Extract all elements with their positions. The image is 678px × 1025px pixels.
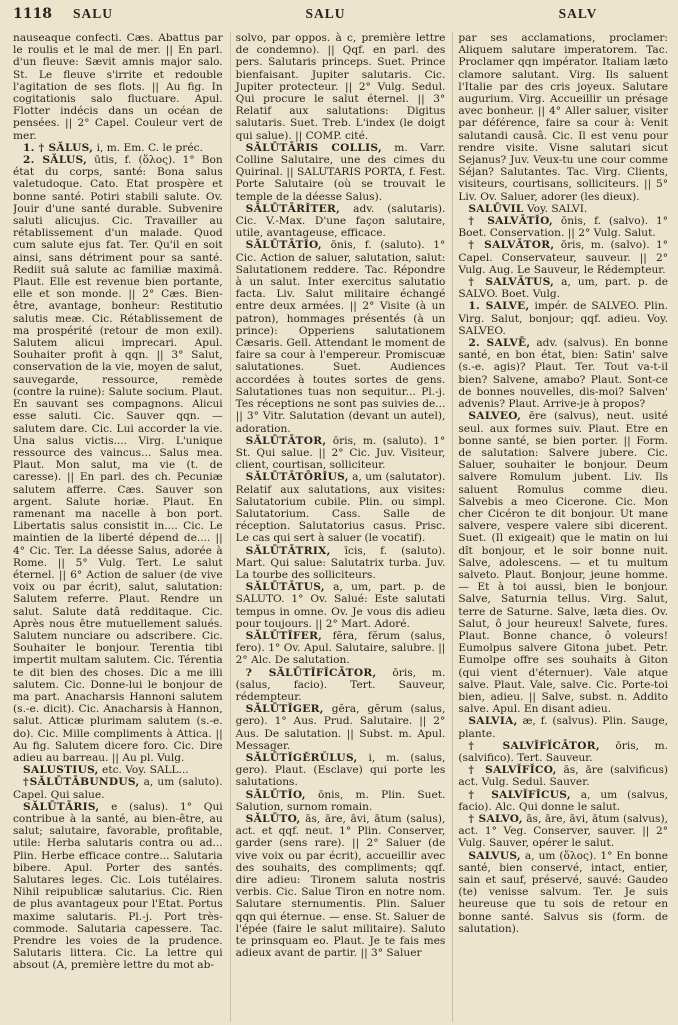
entry-definition: a, um (ὅλος). 1° En bonne santé, bien conservé, intact, entier, sain et sauf, préservé, sauvé: Gaudeo (te) venisse salvum. Ter. Je suis heureuse que tu sois de retour en bonne santé. Salvus sis (form. de salutation). bbox=[458, 849, 668, 935]
entry-headword: SALVIA, bbox=[468, 715, 518, 728]
entry-definition: ōris, m. (salus, facio). Tert. Sauveur, rédempteur. bbox=[235, 666, 446, 703]
entry-headword: SALVEO, bbox=[468, 410, 522, 423]
entry-headword: SĂLŪTĬO, bbox=[245, 788, 306, 801]
entry-definition: ōris, m. (salvo). 1° Capel. Conservateur, sauveur. || 2° Vulg. Aug. Le Sauveur, le Rédempteur. bbox=[458, 239, 668, 276]
entry-definition: a, um, part. p. de SALUTO. 1° Ov. Salué: Este salutati tempus in omne. Ov. Je vous dis adieu pour toujours. || 2° Mart. Adoré. bbox=[235, 581, 446, 630]
entry-definition: solvo, par oppos. à c, première lettre de condemno). || Qqf. en parl. des pers. Salutaris princeps. Suet. Prince bienfaisant. Jupiter salutaris. Cic. Jupiter protecteur. || 2° Vulg. Sedul. Qui procure le salut éternel. || 3° Relatif aux salutations: Digitus salutaris. Suet. Treb. L'index (le doigt qui salue). || COMP. cité. bbox=[235, 32, 446, 142]
dictionary-entry bbox=[236, 581, 446, 630]
dictionary-entry bbox=[458, 850, 668, 935]
entry-definition: etc. Voy. SALL... bbox=[102, 764, 189, 777]
entry-definition: ōnis, m. Plin. Suet. Salution, surnom romain. bbox=[235, 788, 446, 813]
entry-definition: a, um (saluto). Capel. Qui salue. bbox=[13, 776, 223, 801]
dictionary-entry bbox=[236, 32, 446, 142]
right-running-head: SALV bbox=[558, 6, 598, 21]
entry-headword: 1. † SĂLUS, bbox=[23, 141, 94, 154]
dictionary-entry bbox=[13, 764, 223, 776]
dictionary-entry bbox=[236, 142, 446, 203]
entry-definition: ōnis, f. (salvo). 1° Boet. Conservation. || 2° Vulg. Salut. bbox=[458, 215, 668, 240]
entry-definition: a, um, part. p. de SALVO. Boet. Vulg. bbox=[458, 276, 668, 301]
dictionary-entry bbox=[458, 337, 668, 410]
entry-headword: SALUSTIUS, bbox=[23, 764, 99, 777]
dictionary-entry bbox=[236, 813, 446, 959]
dictionary-entry bbox=[236, 471, 446, 544]
entry-headword: ? SĂLŪTĬFĬCĀTOR, bbox=[245, 666, 377, 679]
dictionary-entry bbox=[458, 410, 668, 715]
entry-headword: † SALVO, bbox=[468, 813, 523, 825]
entry-headword: † SALVĬFĬCO, bbox=[468, 764, 557, 777]
entry-headword: † SALVĬFĬCUS, bbox=[468, 788, 571, 801]
dictionary-entry bbox=[13, 801, 223, 972]
entry-headword: SĂLŪTĀTUS, bbox=[245, 581, 325, 594]
dictionary-entry bbox=[458, 813, 668, 850]
entry-headword: SALVUS, bbox=[468, 849, 521, 862]
entry-headword: † SALVĀTUS, bbox=[468, 276, 555, 289]
entry-headword: SĂLŪTĀTĬO, bbox=[245, 239, 322, 252]
entry-headword: SĂLŪTĀRĬTER, bbox=[245, 202, 341, 215]
dictionary-entry bbox=[458, 764, 668, 788]
entry-definition: adv. (salutaris). Cic. V.-Max. D'une façon salutaire, utile, avantageuse, efficace. bbox=[235, 202, 446, 240]
entry-definition: adv. (salvus). En bonne santé, en bon état, bien: Satin' salve (s.-e. agis)? Plaut. Ter. Tout va-t-il bien? Salvene, amabo? Plaut. Sont-ce de bonnes nouvelles, dis-moi? Salven' advenis? Plaut. Arrive-je à propos? bbox=[458, 337, 668, 411]
dictionary-entry bbox=[236, 203, 446, 240]
dictionary-entry bbox=[458, 300, 668, 337]
dictionary-entry bbox=[13, 154, 223, 764]
entry-definition: fĕra, fĕrum (salus, fero). 1° Ov. Apul. Salutaire, salubre. || 2° Alc. De salutation. bbox=[235, 629, 446, 667]
entry-definition: gĕra, gĕrum (salus, gero). 1° Aus. Prud. Salutaire. || 2° Aus. De salutation. || Subst. m. Apul. Messager. bbox=[235, 703, 446, 752]
dictionary-entry bbox=[236, 667, 446, 704]
entry-headword: SĂLŪTĀRIS, bbox=[23, 800, 100, 813]
entry-definition: impér. de SALVEO. Plin. Virg. Salut, bonjour; qqf. adieu. Voy. SALVEO. bbox=[458, 300, 668, 337]
dictionary-entry bbox=[458, 203, 668, 215]
dictionary-entry bbox=[458, 239, 668, 276]
dictionary-entry bbox=[13, 32, 223, 142]
entry-headword: † SALVĀTĬO, bbox=[468, 215, 553, 228]
entry-headword: 2. SALVĒ, bbox=[468, 337, 531, 350]
dictionary-entry bbox=[458, 32, 668, 203]
page-header bbox=[13, 6, 668, 28]
entry-headword: † SALVĀTOR, bbox=[468, 239, 555, 252]
entry-headword: SĂLŪTĀTŌRĬUS, bbox=[245, 471, 349, 484]
dictionary-entry bbox=[236, 789, 446, 813]
entry-definition: ōnis, f. (saluto). 1° Cic. Action de saluer, salutation, salut: Salutationem reddere. Tac. Répondre à un salut. Inter exercitus salutatio facta. Liv. Salut militaire échangé entre deux armées. || 2° Visite (à un patron), hommages présentés (à un prince): Opperiens salutationem Cæsaris. Gell. Attendant le moment de faire sa cour à l'empereur. Promiscuæ salutationes. Suet. Audiences accordées à toutes sortes de gens. Salutationes tuas non sequitur... Pl.-j. Tes réceptions ne sont pas suivies de... || 3° Vitr. Salutation (devant un autel), adoration. bbox=[235, 239, 446, 435]
entry-definition: nauseaque confecti. Cæs. Abattus par le roulis et le mal de mer. || En parl. d'un fleuve: Sævit amnis major salo. St. Le fleuve s'irrite et redouble l'agitation de ses flots. || Au fig. In cogitationis salo fluctuare. Apul. Flotter indécis dans un océan de pensées. || 2° Capel. Couleur vert de mer. bbox=[13, 32, 223, 142]
dictionary-entry bbox=[236, 630, 446, 667]
column-2 bbox=[230, 32, 446, 1022]
dictionary-entry bbox=[458, 789, 668, 813]
entry-definition: ōris, m. (salvifico). Tert. Sauveur. bbox=[458, 739, 668, 764]
dictionary-entry bbox=[458, 215, 668, 239]
entry-definition: a, um (salutator). Relatif aux salutations, aux visites: Salutatorium cubile. Plin. ou simpl. Salutatorium. Cass. Salle de réception. Salutatorius casus. Prisc. Le cas qui sert à saluer (le vocatif). bbox=[235, 471, 446, 545]
column-3 bbox=[452, 32, 668, 1022]
entry-headword: SALŪVIL bbox=[468, 202, 524, 215]
entry-definition: ās, āre (salvificus) act. Vulg. Sedul. Sauver. bbox=[458, 764, 668, 789]
dictionary-entry bbox=[236, 545, 446, 582]
dictionary-entry bbox=[458, 276, 668, 300]
entry-definition: ēre (salvus), neut. usité seul. aux formes suiv. Plaut. Etre en bonne santé, se bien porter. || Form. de salutation: Salvere jubere. Cic. Saluer, souhaiter le bonjour. Deum salvere Romulum jubent. Liv. Ils saluent Romulus comme dieu. Salvebis a meo Cicerone. Cic. Mon cher Cicéron te dit bonjour. Ut mane salvere, vespere valere sibi dicerent. Suet. (Il exigeait) que le matin on lui dît bonjour, et le soir bonne nuit. Salve, adolescens. — et tu multum salveto. Plaut. Bonjour, jeune homme. — Et à toi aussi, bien le bonjour. Salve, Saturnia tellus. Virg. Salut, terre de Saturne. Salve, læta dies. Ov. Salut, ô jour heureux! Salvete, fures. Plaut. Bonne chance, ô voleurs! Eumolpus salvere Gitona jubet. Petr. Eumolpe offre ses souhaits à Giton (qui vient d'éternuer). Vale atque salve. Plaut. Vale, salve. Cic. Porte-toi bien, adieu. || Salve, subst. n. Addito salve. Apul. En disant adieu. bbox=[458, 410, 668, 716]
entry-headword: SĂLŪTĬFER, bbox=[245, 629, 323, 642]
entry-headword: SĂLŪTĀRIS COLLIS, bbox=[245, 141, 382, 154]
entry-headword: SĂLŪTĬGĔRŬLUS, bbox=[245, 751, 358, 764]
text-columns bbox=[13, 32, 668, 1022]
dictionary-entry bbox=[236, 435, 446, 472]
entry-headword: † SALVĬFĬCĀTOR, bbox=[468, 739, 600, 752]
entry-definition: æ, f. (salvus). Plin. Sauge, plante. bbox=[458, 715, 668, 740]
page-number: 1118 bbox=[13, 6, 52, 22]
entry-definition: ās, āre, āvi, ātum (salus), act. et qqf. neut. 1° Plin. Conserver, garder (sens rare). || 2° Saluer (de vive voix ou par écrit), accueillir avec des souhaits, des compliments; qqf. dire adieu: Tironem saluta nostris verbis. Cic. Salue Tiron en notre nom. Salutare sternumentis. Plin. Saluer qqn qui éternue. — ense. St. Saluer de l'épée (faire le salut militaire). Saluto te prinsquam eo. Plaut. Je te fais mes adieux avant de partir. || 3° Saluer bbox=[235, 813, 446, 960]
entry-headword: SĂLŪTĀTRIX, bbox=[245, 544, 331, 557]
dictionary-entry bbox=[13, 776, 223, 800]
center-running-head: SALU bbox=[305, 6, 346, 21]
entry-definition: m. Varr. Colline Salutaire, une des cimes du Quirinal. || SALUTARIS PORTA, f. Fest. Porte Salutaire (où se trouvait le temple de la déesse Salus). bbox=[235, 141, 446, 203]
entry-definition: i, m. Em. C. le préc. bbox=[96, 141, 203, 154]
entry-headword: †SĂLŪTĀBUNDUS, bbox=[23, 776, 140, 789]
dictionary-entry bbox=[13, 142, 223, 154]
entry-headword: SĂLŪTĬGER, bbox=[245, 703, 324, 716]
dictionary-entry bbox=[236, 752, 446, 789]
left-running-head: SALU bbox=[73, 6, 114, 21]
entry-headword: SĂLŪTO, bbox=[245, 813, 301, 825]
entry-definition: ūtis, f. (ὅλος). 1° Bon état du corps, santé: Bona salus valetudoque. Cato. Etat prospère et bonne santé. Potiri stabili salute. Ov. Jouir d'une santé durable. Subvenire saluti alicujus. Cic. Travailler au rétablissement d'un malade. Quod cum salute ejus fat. Ter. Qu'il en soit ainsi, sans détriment pour sa santé. Rediit suâ salute ac familiæ maximâ. Plaut. Elle est revenue bien portante, elle et son monde. || 2° Cæs. Bien-être, avantage, bonheur: Restitutio salutis meæ. Cic. Rétablissement de ma prospérité (retour de mon exil). Salutem alicui imprecari. Apul. Souhaiter profit à qqn. || 3° Salut, conservation de la vie, moyen de salut, sauvegarde, ressource, remède (contre la ruine): Salute socium. Plaut. En sauvant ses compagnons. Alicui esse saluti. Cic. Sauver qqn. — salutem dare. Cic. Lui accorder la vie. Una salus victis.... Virg. L'unique ressource des vaincus... Salus mea. Plaut. Mon salut, ma vie (t. de caresse). || En parl. des ch. Pecuniæ salutem afferre. Cæs. Sauver son argent. Salute horiæ. Plaut. En ramenant ma nacelle à bon port. Libertatis salus consistit in.... Cic. Le maintien de la liberté dépend de.... || 4° Cic. Ter. La déesse Salus, adorée à Rome. || 5° Vulg. Tert. Le salut éternel. || 6° Action de saluer (de vive voix ou par écrit), salut, salutation: Salutem referre. Plaut. Rendre un salut. Salute datâ redditaque. Cic. Après nous être mutuellement salués. Salutem nunciare ou adscribere. Cic. Souhaiter le bonjour. Terentia tibi impertit multam salutem. Cic. Térentia te dit bien des choses. Dic a me illi salutem. Cic. Donne-lui le bonjour de ma part. Anacharsis Hannoni salutem (s.-e. dicit). Cic. Anacharsis à Hannon, salut. Atticæ plurimam salutem (s.-e. do). Cic. Mille compliments à Attica. || Au fig. Salutem dicere foro. Cic. Dire adieu au barreau. || Au pl. Vulg. bbox=[13, 154, 223, 764]
entry-definition: Voy. SALVI. bbox=[527, 202, 588, 215]
entry-definition: i, m. (salus, gero). Plaut. (Esclave) qui porte les salutations. bbox=[235, 751, 446, 789]
dictionary-entry bbox=[236, 239, 446, 434]
entry-definition: a, um (salvus, facio). Alc. Qui donne le salut. bbox=[458, 788, 668, 813]
entry-headword: 2. SĂLUS, bbox=[23, 154, 88, 167]
entry-headword: SĂLŪTĀTOR, bbox=[245, 434, 327, 447]
entry-definition: īcis, f. (saluto). Mart. Qui salue: Salutatrix turba. Juv. La tourbe des solliciteurs. bbox=[235, 544, 446, 581]
entry-headword: 1. SALVE, bbox=[468, 300, 530, 313]
dictionary-entry bbox=[458, 715, 668, 739]
dictionary-entry bbox=[458, 740, 668, 764]
entry-definition: ās, āre, āvi, ātum (salvus), act. 1° Veg. Conserver, sauver. || 2° Vulg. Sauver, opérer le salut. bbox=[458, 813, 668, 850]
entry-definition: par ses acclamations, proclamer: Aliquem salutare imperatorem. Tac. Proclamer qqn impérator. Italiam læto clamore salutant. Virg. Ils saluent l'Italie par des cris joyeux. Salutare augurium. Virg. Accueillir un présage avec bonheur. || 4° Aller saluer, visiter par déférence, faire sa cour à: Venit salutandi causâ. Cic. Il est venu pour rendre visite. Visne salutari sicut Sejanus? Juv. Veux-tu une cour comme Séjan? Salutantes. Tac. Virg. Clients, visiteurs, courtisans, solliciteurs. || 5° Liv. Ov. Saluer, adorer (les dieux). bbox=[458, 32, 668, 203]
entry-definition: ōris, m. (saluto). 1° St. Qui salue. || 2° Cic. Juv. Visiteur, client, courtisan, solliciteur. bbox=[235, 434, 446, 472]
dictionary-entry bbox=[236, 703, 446, 752]
column-1 bbox=[13, 32, 223, 1022]
entry-definition: e (salus). 1° Qui contribue à la santé, au bien-être, au salut; salutaire, favorable, profitable, utile: Herba salutaris contra ou ad... Plin. Herbe efficace contre... Salutaria bibere. Apul. Porter des santés. Salutares leges. Cic. Lois tutélaires. Nihil reipublicæ salutarius. Cic. Rien de plus avantageux pour l'Etat. Portus maxime salutaris. Pl.-j. Port très-commode. Salutaria capessere. Tac. Prendre les voies de la prudence. Salutaris littera. Cic. La lettre qui absout (A, première lettre du mot ab- bbox=[13, 800, 223, 972]
